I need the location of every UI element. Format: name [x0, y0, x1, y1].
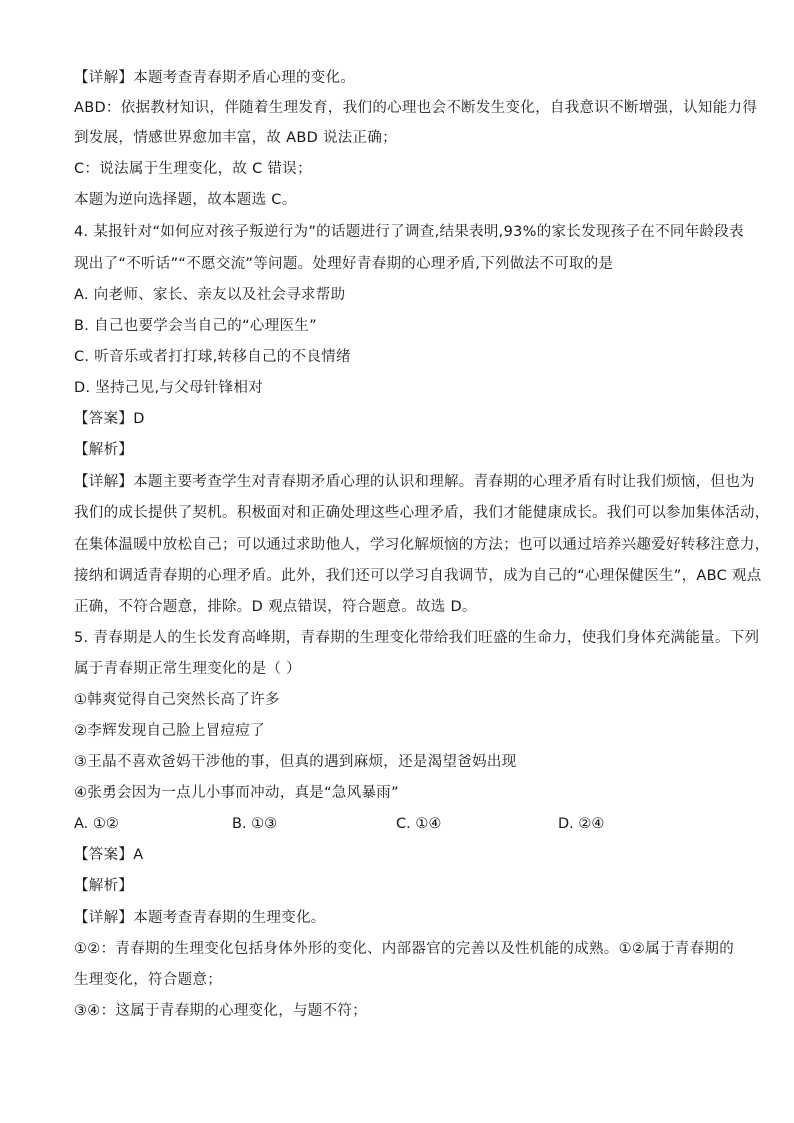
text-line: 到发展，情感世界愈加丰富，故 ABD 说法正确； — [74, 130, 397, 146]
option-d: D. ②④ — [558, 816, 605, 832]
statement-4: ④张勇会因为一点儿小事而冲动，真是“急风暴雨” — [74, 785, 399, 801]
question-5-stem: 属于青春期正常生理变化的是（ ） — [74, 661, 301, 677]
statement-1: ①韩爽觉得自己突然长高了许多 — [74, 692, 280, 708]
option-c: C. 听音乐或者打打球,转移自己的不良情绪 — [74, 349, 351, 365]
answer-label: 【答案】A — [74, 847, 144, 863]
text-line: 【详解】本题考查青春期的生理变化。 — [74, 910, 326, 926]
text-line: 接纳和调适青春期的心理矛盾。此外，我们还可以学习自我调节，成为自己的“心理保健医生”，ABC 观点 — [74, 568, 762, 584]
option-a: A. ①② — [74, 816, 119, 832]
text-line: C：说法属于生理变化，故 C 错误； — [74, 161, 312, 177]
text-line: 本题为逆向选择题，故本题选 C。 — [74, 192, 297, 208]
answer-label: 【答案】D — [74, 411, 145, 427]
question-4-stem: 4. 某报针对“如何应对孩子叛逆行为”的话题进行了调查,结果表明,93%的家长发现孩子在不同年龄段表 — [74, 224, 744, 240]
text-line: 在集体温暖中放松自己；可以通过求助他人，学习化解烦恼的方法；也可以通过培养兴趣爱好转移注意力， — [74, 537, 770, 553]
text-line: ③④：这属于青春期的心理变化，与题不符； — [74, 1003, 367, 1019]
text-line: 【详解】本题考查青春期矛盾心理的变化。 — [74, 70, 356, 86]
text-line: ①②：青春期的生理变化包括身体外形的变化、内部器官的完善以及性机能的成熟。①②属于青春期的 — [74, 941, 734, 957]
option-d: D. 坚持己见,与父母针锋相对 — [74, 380, 263, 396]
analysis-label: 【解析】 — [74, 442, 134, 458]
option-a: A. 向老师、家长、亲友以及社会寻求帮助 — [74, 287, 346, 303]
option-c: C. ①④ — [396, 816, 442, 832]
statement-2: ②李辉发现自己脸上冒痘痘了 — [74, 723, 265, 739]
text-line: 【详解】本题主要考查学生对青春期矛盾心理的认识和理解。青春期的心理矛盾有时让我们烦恼，但也为 — [74, 474, 755, 490]
question-5-stem: 5. 青春期是人的生长发育高峰期，青春期的生理变化带给我们旺盛的生命力，使我们身体充满能量。下列 — [74, 630, 760, 646]
text-line: 正确，不符合题意，排除。D 观点错误，符合题意。故选 D。 — [74, 599, 477, 615]
text-line: 生理变化，符合题意； — [74, 972, 222, 988]
analysis-label: 【解析】 — [74, 878, 134, 894]
text-line: ABD：依据教材知识，伴随着生理发育，我们的心理也会不断发生变化，自我意识不断增强，认知能力得 — [74, 100, 758, 116]
option-b: B. ①③ — [232, 816, 278, 832]
statement-3: ③王晶不喜欢爸妈干涉他的事，但真的遇到麻烦，还是渴望爸妈出现 — [74, 754, 517, 770]
option-b: B. 自己也要学会当自己的“心理医生” — [74, 318, 317, 334]
question-4-stem: 现出了“不听话”“不愿交流”等问题。处理好青春期的心理矛盾,下列做法不可取的是 — [74, 256, 614, 272]
text-line: 我们的成长提供了契机。积极面对和正确处理这些心理矛盾，我们才能健康成长。我们可以参加集体活动， — [74, 505, 770, 521]
